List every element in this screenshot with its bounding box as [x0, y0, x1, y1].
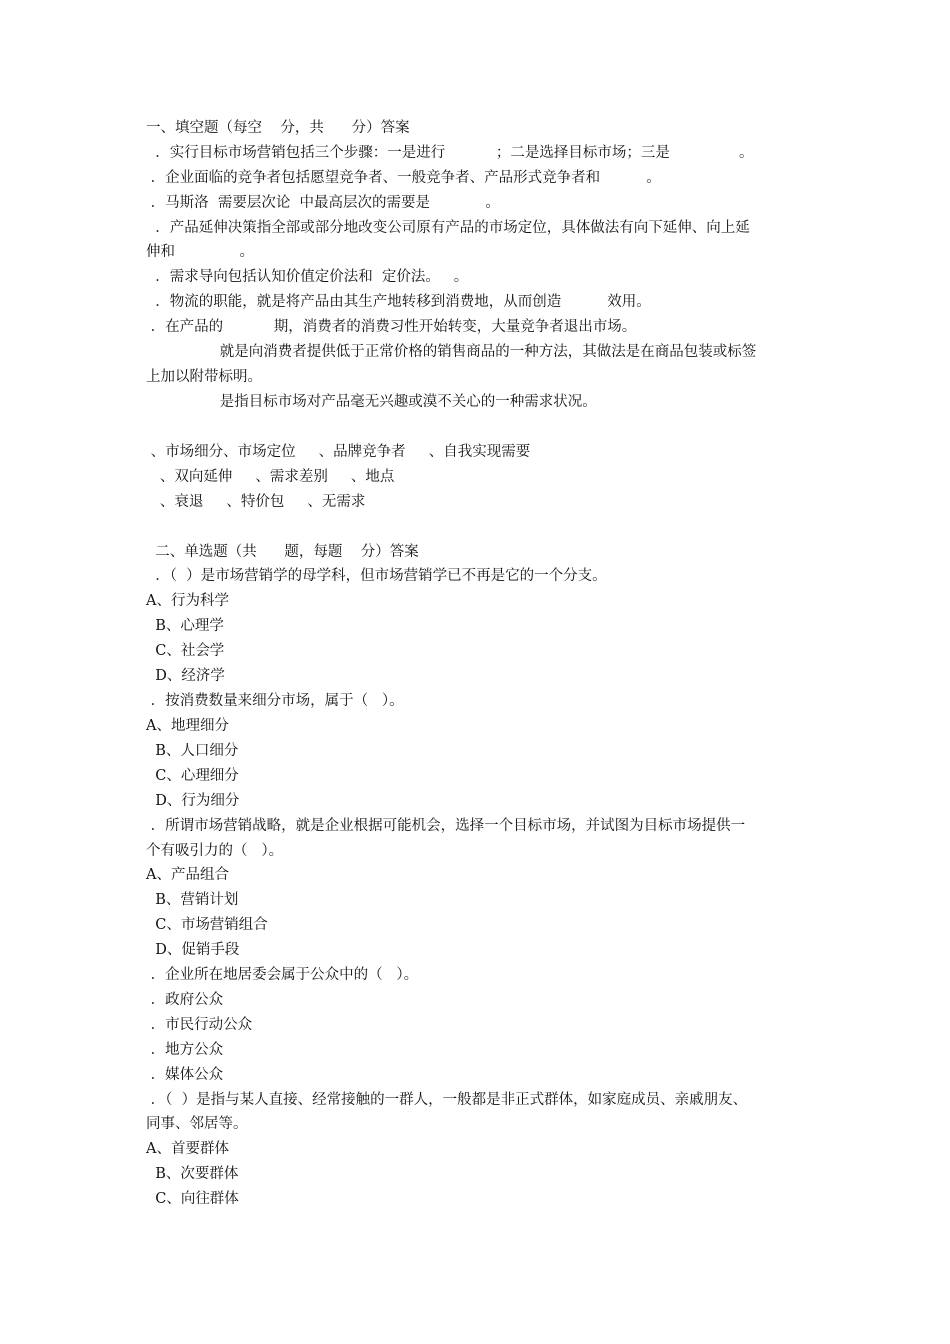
- section1-heading: 一、填空题（每空 分，共 分）答案: [146, 120, 410, 136]
- fill-question-2: ．企业面临的竞争者包括愿望竞争者、一般竞争者、产品形式竞争者和 。: [146, 170, 661, 186]
- fill-question-1: ．实行目标市场营销包括三个步骤：一是进行 ；二是选择目标市场；三是 。: [146, 145, 754, 161]
- choice-option: C、心理细分: [146, 768, 239, 784]
- choice-question-1: ．（ ）是市场营销学的母学科，但市场营销学已不再是它的一个分支。: [146, 568, 607, 584]
- choice-option: D、行为细分: [146, 793, 240, 809]
- choice-option: A、产品组合: [146, 867, 229, 883]
- fill-question-4: ．产品延伸决策指全部或部分地改变公司原有产品的市场定位，具体做法有向下延伸、向上延: [146, 220, 750, 236]
- fill-question-3: ．马斯洛 需要层次论 中最高层次的需要是 。: [146, 195, 500, 211]
- choice-option: C、市场营销组合: [146, 917, 268, 933]
- choice-option: B、心理学: [146, 618, 224, 634]
- choice-option: ．政府公众: [146, 992, 224, 1008]
- choice-option: ．媒体公众: [146, 1067, 224, 1083]
- fill-question-4-cont: 伸和 。: [146, 244, 255, 260]
- choice-option: ．地方公众: [146, 1042, 224, 1058]
- fill-question-9: 是指目标市场对产品毫无兴趣或漠不关心的一种需求状况。: [146, 394, 597, 410]
- choice-option: B、人口细分: [146, 743, 239, 759]
- answers-line-2: 、双向延伸 、需求差别 、地点: [146, 469, 395, 485]
- choice-option: A、地理细分: [146, 718, 229, 734]
- choice-option: A、行为科学: [146, 593, 229, 609]
- choice-question-2: ．按消费数量来细分市场，属于（ ）。: [146, 693, 404, 709]
- fill-question-8-cont: 上加以附带标明。: [146, 369, 262, 385]
- fill-question-8: 就是向消费者提供低于正常价格的销售商品的一种方法，其做法是在商品包装或标签: [146, 344, 757, 360]
- choice-question-5-cont: 同事、邻居等。: [146, 1116, 248, 1132]
- choice-option: A、首要群体: [146, 1141, 229, 1157]
- section2-heading: 二、单选题（共 题，每题 分）答案: [146, 544, 419, 560]
- fill-question-7: ．在产品的 期，消费者的消费习性开始转变，大量竞争者退出市场。: [146, 319, 637, 335]
- choice-option: B、次要群体: [146, 1166, 239, 1182]
- choice-question-4: ．企业所在地居委会属于公众中的（ ）。: [146, 967, 419, 983]
- choice-question-3-cont: 个有吸引力的（ ）。: [146, 843, 284, 859]
- fill-question-5: ．需求导向包括认知价值定价法和 定价法。 。: [146, 269, 469, 285]
- choice-option: D、促销手段: [146, 942, 240, 958]
- choice-option: D、经济学: [146, 668, 225, 684]
- answers-line-1: 、市场细分、市场定位 、品牌竞争者 、自我实现需要: [146, 444, 531, 460]
- choice-question-5: ．（ ）是指与某人直接、经常接触的一群人，一般都是非正式群体，如家庭成员、亲戚朋友、: [146, 1092, 748, 1108]
- choice-option: ．市民行动公众: [146, 1017, 253, 1033]
- choice-question-3: ．所谓市场营销战略，就是企业根据可能机会，选择一个目标市场，并试图为目标市场提供一: [146, 818, 746, 834]
- choice-option: C、社会学: [146, 643, 225, 659]
- answers-line-3: 、衰退 、特价包 、无需求: [146, 494, 366, 510]
- choice-option: B、营销计划: [146, 892, 239, 908]
- fill-question-6: ．物流的职能，就是将产品由其生产地转移到消费地，从而创造 效用。: [146, 294, 651, 310]
- choice-option: C、向往群体: [146, 1191, 239, 1207]
